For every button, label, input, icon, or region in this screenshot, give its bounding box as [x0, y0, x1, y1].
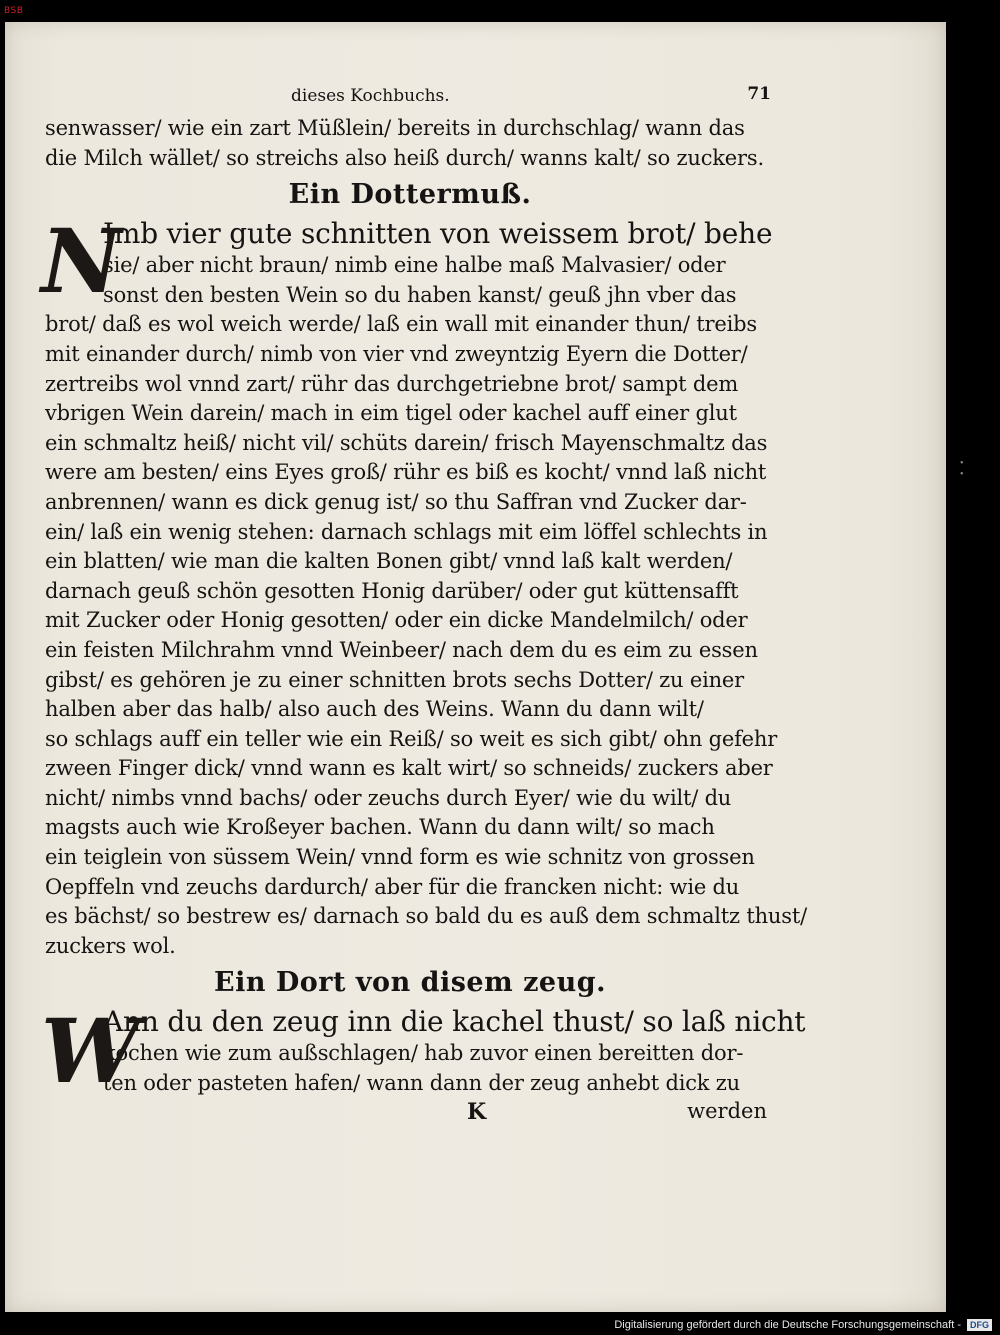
text-line: halben aber das halb/ also auch des Weins. Wann du dann wilt/	[45, 697, 704, 722]
recipe-heading-dort: Ein Dort von disem zeug.	[213, 967, 607, 999]
text-line: were am besten/ eins Eyes groß/ rühr es biß es kocht/ vnnd laß nicht	[45, 460, 767, 485]
page-text	[41, 80, 807, 1129]
recipe-paragraph-dottermuss	[41, 209, 807, 961]
text-line: sonst den besten Wein so du haben kanst/ geuß jhn vber das	[103, 282, 737, 307]
text-line: ein feisten Milchrahm vnnd Weinbeer/ nach dem du es eim zu essen	[45, 637, 758, 662]
decorated-initial: W	[41, 999, 140, 1104]
text-line: sie/ aber nicht braun/ nimb eine halbe maß Malvasier/ oder	[103, 253, 726, 278]
text-line: ein/ laß ein wenig stehen: darnach schlags mit eim löffel schlechts in	[45, 519, 768, 544]
signature-mark: K	[467, 1098, 487, 1125]
text-line: nicht/ nimbs vnnd bachs/ oder zeuchs durch Eyer/ wie du wilt/ du	[45, 785, 732, 810]
text-line: darnach geuß schön gesotten Honig darüber/ oder gut küttensafft	[45, 578, 739, 603]
text-line: zuckers wol.	[45, 933, 176, 958]
text-line: zween Finger dick/ vnnd wann es kalt wirt/ so schneids/ zuckers aber	[45, 756, 773, 781]
recipe-heading-dottermuss: Ein Dottermuß.	[288, 179, 532, 211]
text-line: mit Zucker oder Honig gesotten/ oder ein dicke Mandelmilch/ oder	[45, 608, 748, 633]
text-line: mit einander durch/ nimb von vier vnd zweyntzig Eyern die Dotter/	[45, 341, 748, 366]
running-head-title: dieses Kochbuchs.	[291, 86, 450, 106]
margin-dots: • •	[960, 458, 978, 480]
text-line: ein teiglein von süssem Wein/ vnnd form es wie schnitz von grossen	[45, 845, 755, 870]
text-line: brot/ daß es wol weich werde/ laß ein wall mit einander thun/ treibs	[45, 312, 757, 337]
text-line: Ann du den zeug inn die kachel thust/ so laß nicht	[103, 1005, 806, 1039]
text-line: so schlags auff ein teller wie ein Reiß/ so weit es sich gibt/ ohn gefehr	[45, 726, 778, 751]
text-line: die Milch wället/ so streichs also heiß durch/ wanns kalt/ so zuckers.	[45, 145, 764, 170]
decorated-initial: N	[41, 209, 122, 314]
text-line: ein schmaltz heiß/ nicht vil/ schüts darein/ frisch Mayenschmaltz das	[45, 430, 768, 455]
dfg-logo: DFG	[967, 1319, 992, 1331]
page-footer-marks	[45, 1099, 775, 1129]
text-line: gibst/ es gehören je zu einer schnitten brots sechs Dotter/ zu einer	[45, 667, 744, 692]
recipe-paragraph-dort	[41, 999, 806, 1104]
running-head	[45, 80, 775, 114]
text-line: magsts auch wie Kroßeyer bachen. Wann du dann wilt/ so mach	[45, 815, 715, 840]
book-page	[5, 22, 946, 1312]
text-line: kochen wie zum außschlagen/ hab zuvor einen bereitten dor-	[103, 1041, 744, 1066]
library-logo: BSB	[4, 6, 24, 16]
text-line: senwasser/ wie ein zart Müßlein/ bereits in durchschlag/ wann das	[45, 116, 745, 140]
folio-number: 71	[747, 84, 771, 104]
text-line: ten oder pasteten hafen/ wann dann der zeug anhebt dick zu	[103, 1071, 740, 1096]
text-line: ein blatten/ wie man die kalten Bonen gibt/ vnnd laß kalt werden/	[45, 549, 733, 574]
funding-footer	[614, 1319, 992, 1331]
text-line: Oepffeln vnd zeuchs dardurch/ aber für die francken nicht: wie du	[45, 874, 740, 899]
funding-text: Digitalisierung gefördert durch die Deutsche Forschungsgemeinschaft -	[614, 1319, 961, 1331]
catchword: werden	[687, 1098, 767, 1123]
text-line: es bächst/ so bestrew es/ darnach so bald du es auß dem schmaltz thust/	[45, 904, 807, 929]
text-line: Imb vier gute schnitten von weissem brot/ behe	[103, 217, 773, 251]
text-line: vbrigen Wein darein/ mach in eim tigel oder kachel auff einer glut	[45, 401, 737, 426]
text-line: zertreibs wol vnnd zart/ rühr das durchgetriebne brot/ sampt dem	[45, 371, 739, 396]
text-line: anbrennen/ wann es dick genug ist/ so thu Saffran vnd Zucker dar-	[45, 489, 747, 514]
